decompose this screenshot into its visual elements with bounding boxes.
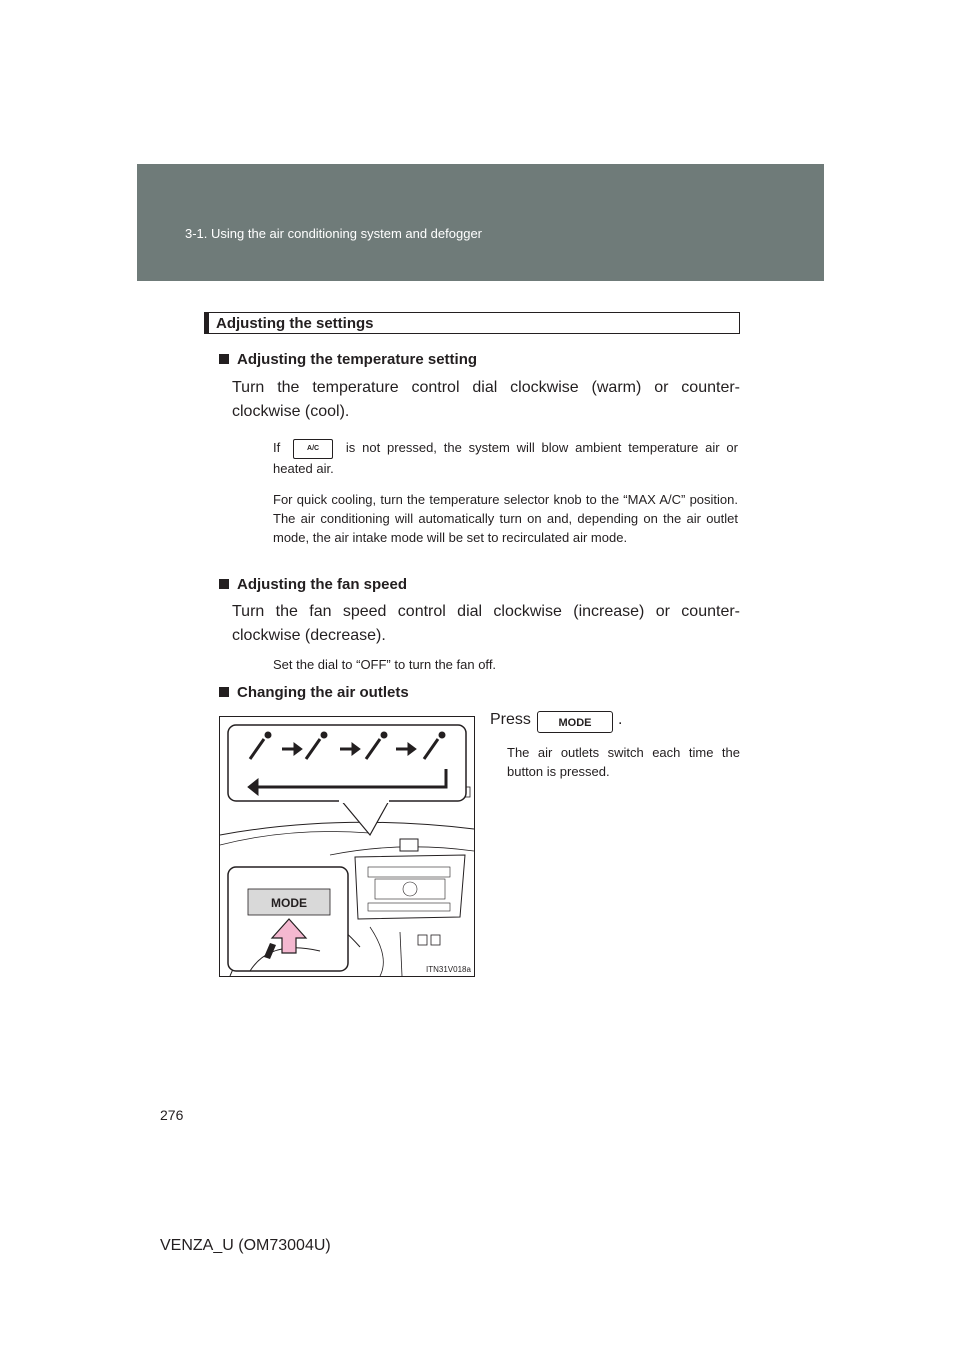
header-section-title: 3-1. Using the air conditioning system and defogger bbox=[185, 226, 483, 241]
fan-note: Set the dial to “OFF” to turn the fan off. bbox=[273, 657, 497, 672]
section-heading-bar bbox=[205, 313, 209, 333]
fan-body: Turn the fan speed control dial clockwise (increase) or counter-clockwise (decrease). bbox=[232, 603, 740, 644]
figure-image-id: ITN31V018a bbox=[426, 965, 471, 974]
section-heading: Adjusting the settings bbox=[216, 315, 374, 332]
fan-heading: Adjusting the fan speed bbox=[219, 576, 407, 593]
ac-button-icon: A/C bbox=[293, 439, 333, 459]
dashboard-illustration bbox=[220, 717, 474, 976]
temperature-note-max-ac: For quick cooling, turn the temperature selector knob to the “MAX A/C” position. The air conditioning will automatically turn on and, depending on the air outlet mode, the air intake mode will be set to recirculated air mode. bbox=[273, 492, 738, 545]
bullet-square-icon bbox=[219, 579, 229, 589]
outlets-heading: Changing the air outlets bbox=[219, 684, 409, 701]
section-heading-box bbox=[204, 312, 740, 334]
temperature-heading: Adjusting the temperature setting bbox=[219, 351, 477, 368]
mode-button-icon: MODE bbox=[537, 711, 613, 733]
bullet-square-icon bbox=[219, 354, 229, 364]
page-number: 276 bbox=[160, 1107, 184, 1123]
temperature-note-ac: If A/C is not pressed, the system will blow ambient temperature air or heated air. bbox=[273, 440, 738, 476]
header-band bbox=[137, 164, 824, 281]
press-period: . bbox=[618, 711, 623, 728]
bullet-square-icon bbox=[219, 687, 229, 697]
temperature-body: Turn the temperature control dial clockwise (warm) or counter-clockwise (cool). bbox=[232, 379, 740, 420]
footer-model-code: VENZA_U (OM73004U) bbox=[160, 1237, 331, 1254]
mode-button-illustration bbox=[219, 716, 475, 977]
figure-mode-label: MODE bbox=[271, 896, 307, 910]
outlets-note: The air outlets switch each time the button is pressed. bbox=[507, 745, 740, 779]
press-label: Press bbox=[490, 711, 531, 728]
